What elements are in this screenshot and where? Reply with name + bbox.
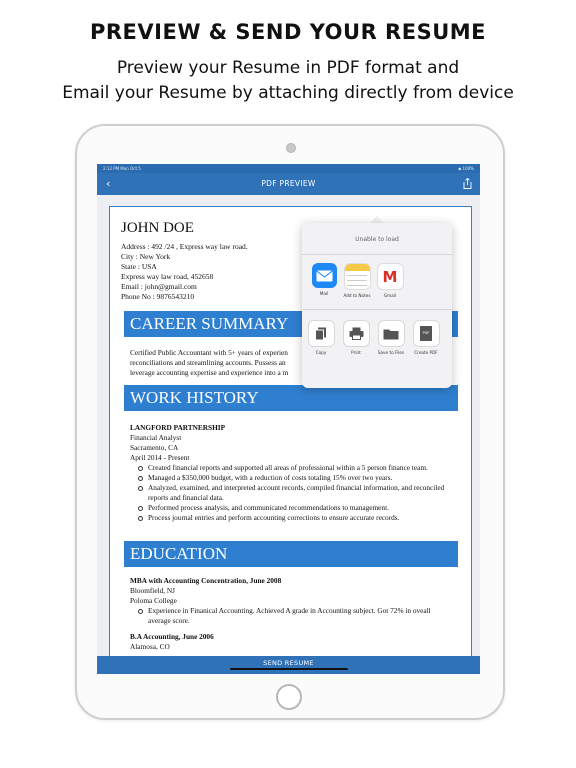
share-action-copy[interactable] xyxy=(306,320,336,355)
share-app-label: Mail xyxy=(319,291,329,296)
job-dates: April 2014 - Present xyxy=(130,453,190,462)
list-item: Performed process analysis, and communicated recommendations to management. xyxy=(148,503,450,513)
degree-school: Poloma College xyxy=(130,596,177,605)
list-item: Created financial reports and supported all areas of professional within a 5 person finance team. xyxy=(148,463,450,473)
section-heading-career: CAREER SUMMARY xyxy=(124,311,458,337)
status-battery: ◆ 100% xyxy=(458,166,474,171)
share-app-label: Gmail xyxy=(383,293,397,298)
divider xyxy=(302,254,452,255)
education-text xyxy=(130,576,450,652)
promo-headline: PREVIEW & SEND YOUR RESUME xyxy=(90,20,486,44)
list-item: Process journal entries and perform accounting corrections to ensure accurate records. xyxy=(148,513,450,523)
copy-icon xyxy=(308,320,335,347)
notes-icon xyxy=(344,263,371,290)
section-heading-education: EDUCATION xyxy=(124,541,458,567)
list-item: Analyzed, examined, and interpreted account records, compiled financial information, and reconciled reports and financial data. xyxy=(148,483,450,503)
camera-icon xyxy=(286,143,296,153)
mail-icon xyxy=(312,263,337,288)
list-item: Experience in Finanical Accounting. Achieved A grade in Accounting subject. Got 72% in oveall average score. xyxy=(148,606,450,626)
gmail-icon: M xyxy=(377,263,404,290)
address-line: Phone No : 9876543210 xyxy=(121,292,195,301)
share-sheet-message: Unable to load xyxy=(355,236,399,243)
nav-bar xyxy=(97,173,480,195)
address-line: Email : john@gmail.com xyxy=(121,282,197,291)
share-action-create-pdf[interactable] xyxy=(411,320,441,355)
degree-title: B.A Accounting, June 2006 xyxy=(130,632,214,641)
share-app-mail[interactable] xyxy=(309,263,339,296)
summary-line: Certified Public Accountant with 5+ years of experien xyxy=(130,348,288,357)
resume-name: JOHN DOE xyxy=(121,220,194,236)
degree-place: Bloomfield, NJ xyxy=(130,586,175,595)
share-action-print[interactable] xyxy=(341,320,371,355)
resume-address xyxy=(121,242,248,302)
status-bar xyxy=(97,164,480,173)
degree-place: Alamosa, CO xyxy=(130,642,170,651)
share-app-label: Add to Notes xyxy=(343,293,371,298)
summary-line: leverage accounting expertise and experience into a m xyxy=(130,368,289,377)
share-sheet xyxy=(302,223,452,388)
home-indicator xyxy=(230,668,348,670)
status-time: 2:12 PM Mon Oct 5 xyxy=(103,166,141,171)
page-title: PDF PREVIEW xyxy=(261,179,316,188)
share-icon[interactable] xyxy=(463,178,472,189)
share-action-label: Print xyxy=(351,350,361,355)
chevron-left-icon[interactable]: ‹ xyxy=(106,177,111,190)
send-resume-button[interactable]: SEND RESUME xyxy=(97,656,480,674)
share-action-label: Create PDF xyxy=(414,350,438,355)
share-action-save-to-files[interactable] xyxy=(376,320,406,355)
promo-subline-2: Email your Resume by attaching directly from device xyxy=(62,83,514,103)
app-screen xyxy=(97,164,480,674)
job-location: Sacramento, CA xyxy=(130,443,179,452)
section-heading-work: WORK HISTORY xyxy=(124,385,458,411)
company-name: LANGFORD PARTNERSHIP xyxy=(130,423,226,432)
home-button[interactable] xyxy=(276,684,302,710)
address-line: Address : 492 /24 , Express way law road. xyxy=(121,242,248,251)
address-line: State : USA xyxy=(121,262,157,271)
promo-subline-1: Preview your Resume in PDF format and xyxy=(116,58,460,78)
share-app-notes[interactable] xyxy=(342,263,372,298)
print-icon xyxy=(343,320,370,347)
job-role: Financial Analyst xyxy=(130,433,182,442)
summary-line: reconciliations and streamlining accounts. Possess an xyxy=(130,358,286,367)
share-app-gmail[interactable] xyxy=(375,263,405,298)
pdf-icon xyxy=(413,320,440,347)
share-action-label: Copy xyxy=(315,350,327,355)
work-history-text xyxy=(130,423,450,523)
share-action-label: Save to Files xyxy=(377,350,405,355)
degree-title: MBA with Accounting Concentration, June 2008 xyxy=(130,576,282,585)
pdf-glyph: PDF xyxy=(420,326,432,341)
address-line: City : New York xyxy=(121,252,171,261)
tablet-frame xyxy=(75,124,505,720)
divider xyxy=(302,309,452,310)
address-line: Express way law road, 452658 xyxy=(121,272,214,281)
list-item: Managed a $350,000 budget, with a reduction of costs totaling 15% over two years. xyxy=(148,473,450,483)
folder-icon xyxy=(378,320,405,347)
